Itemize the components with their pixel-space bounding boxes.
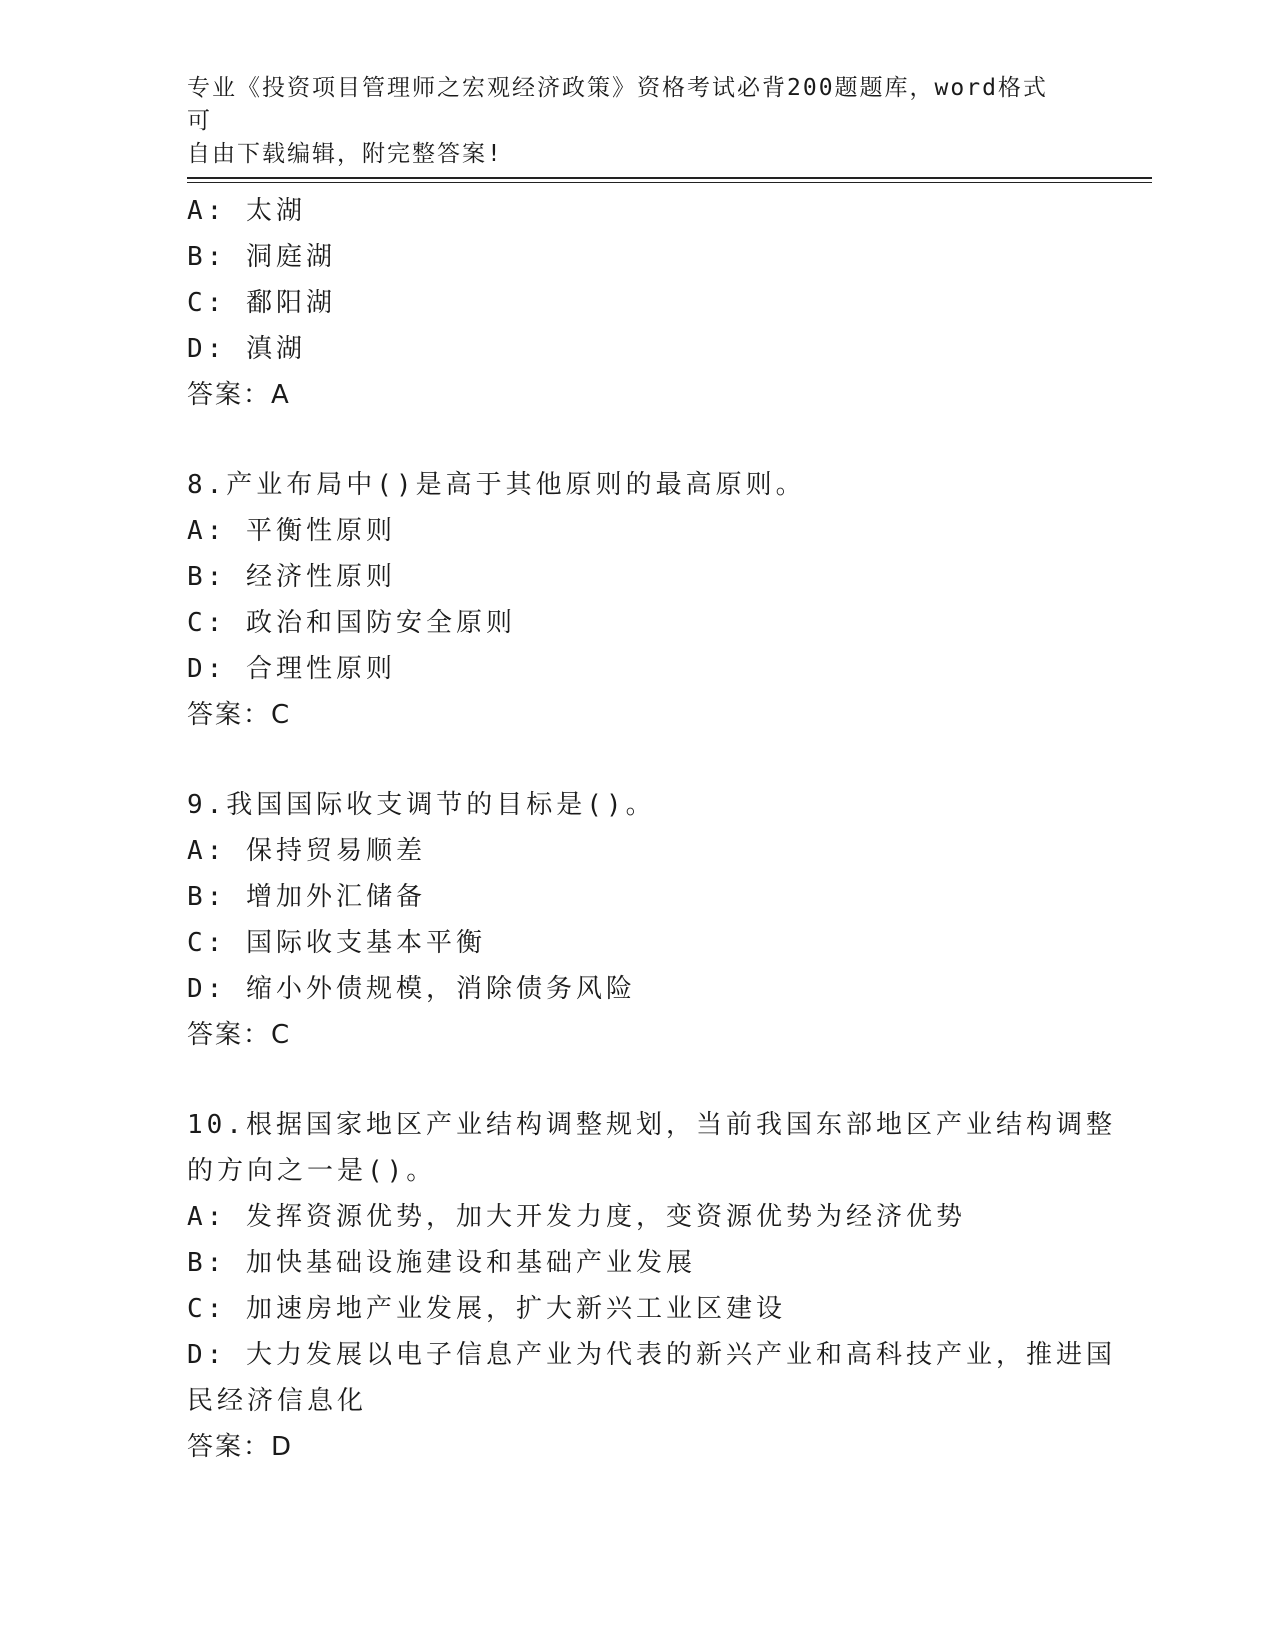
- spacer: [187, 1058, 1087, 1102]
- question-stem: 9.我国国际收支调节的目标是()。: [187, 790, 656, 820]
- option-d: D: 缩小外债规模，消除债务风险: [187, 974, 636, 1004]
- option-c: C: 国际收支基本平衡: [187, 928, 486, 958]
- option-a: A: 平衡性原则: [187, 516, 396, 546]
- option-c: C: 政治和国防安全原则: [187, 608, 516, 638]
- question-stem-line-1: 10.根据国家地区产业结构调整规划，当前我国东部地区产业结构调整: [187, 1110, 1116, 1140]
- option-a: A: 太湖: [187, 196, 306, 226]
- option-c: C: 鄱阳湖: [187, 288, 336, 318]
- header-line-2: 自由下载编辑，附完整答案!: [187, 141, 503, 167]
- header-rule-thin: [187, 182, 1152, 183]
- answer-line: 答案：A: [187, 380, 291, 410]
- spacer: [187, 738, 1087, 782]
- option-b: B: 经济性原则: [187, 562, 396, 592]
- option-d: D: 合理性原则: [187, 654, 396, 684]
- spacer: [187, 418, 1087, 462]
- question-7-continued: [187, 188, 1087, 418]
- option-b: B: 增加外汇储备: [187, 882, 426, 912]
- option-b: B: 加快基础设施建设和基础产业发展: [187, 1248, 696, 1278]
- option-a: A: 发挥资源优势，加大开发力度，变资源优势为经济优势: [187, 1202, 966, 1232]
- option-b: B: 洞庭湖: [187, 242, 336, 272]
- option-a: A: 保持贸易顺差: [187, 836, 426, 866]
- header-rule-thick: [187, 177, 1152, 179]
- option-d: D: 滇湖: [187, 334, 306, 364]
- document-header: [187, 72, 1067, 171]
- question-stem-line-2: 的方向之一是()。: [187, 1156, 437, 1186]
- question-stem: 8.产业布局中()是高于其他原则的最高原则。: [187, 470, 806, 500]
- option-c: C: 加速房地产业发展，扩大新兴工业区建设: [187, 1294, 786, 1324]
- answer-line: 答案：D: [187, 1432, 294, 1462]
- question-8: [187, 462, 1087, 738]
- option-d-line-2: 民经济信息化: [187, 1386, 368, 1416]
- answer-line: 答案：C: [187, 1020, 292, 1050]
- question-9: [187, 782, 1087, 1058]
- option-d-line-1: D: 大力发展以电子信息产业为代表的新兴产业和高科技产业，推进国: [187, 1340, 1116, 1370]
- answer-line: 答案：C: [187, 700, 292, 730]
- question-10: [187, 1102, 1116, 1470]
- question-content: [187, 188, 1116, 1470]
- header-line-1: 专业《投资项目管理师之宏观经济政策》资格考试必背200题题库，word格式可: [187, 75, 1048, 134]
